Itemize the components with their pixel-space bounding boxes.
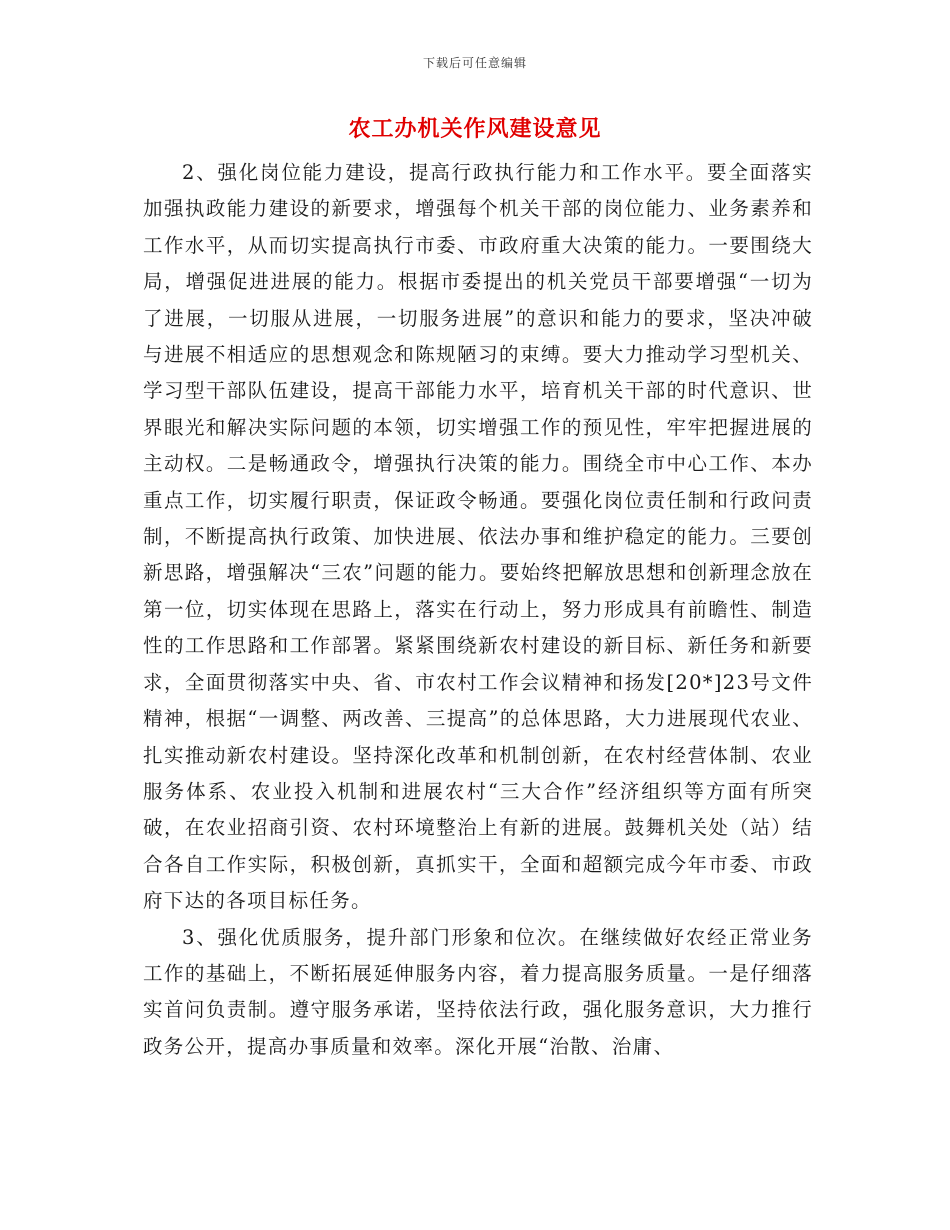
download-note: 下载后可任意编辑 — [422, 56, 527, 70]
document-body — [143, 155, 813, 1065]
paragraph: 2、强化岗位能力建设，提高行政执行能力和工作水平。要全面落实加强执政能力建设的新要求，增强每个机关干部的岗位能力、业务素养和工作水平，从而切实提高执行市委、市政府重大决策的能力。一要围绕大局，增强促进进展的能力。根据市委提出的机关党员干部要增强“一切为了进展，一切服从进展，一切服务进展”的意识和能力的要求，坚决冲破与进展不相适应的思想观念和陈规陋习的束缚。要大力推动学习型机关、学习型干部队伍建设，提高干部能力水平，培育机关干部的时代意识、世界眼光和解决实际问题的本领，切实增强工作的预见性，牢牢把握进展的主动权。二是畅通政令，增强执行决策的能力。围绕全市中心工作、本办重点工作，切实履行职责，保证政令畅通。要强化岗位责任制和行政问责制，不断提高执行政策、加快进展、依法办事和维护稳定的能力。三要创新思路，增强解决“三农”问题的能力。要始终把解放思想和创新理念放在第一位，切实体现在思路上，落实在行动上，努力形成具有前瞻性、制造性的工作思路和工作部署。紧紧围绕新农村建设的新目标、新任务和新要求，全面贯彻落实中央、省、市农村工作会议精神和扬发[20*]23号文件精神，根据“一调整、两改善、三提高”的总体思路，大力进展现代农业、扎实推动新农村建设。坚持深化改革和机制创新，在农村经营体制、农业服务体系、农业投入机制和进展农村“三大合作”经济组织等方面有所突破，在农业招商引资、农村环境整治上有新的进展。鼓舞机关处（站）结合各自工作实际，积极创新，真抓实干，全面和超额完成今年市委、市政府下达的各项目标任务。 — [143, 161, 813, 913]
document-title: 农工办机关作风建设意见 — [348, 116, 602, 142]
paragraph: 3、强化优质服务，提升部门形象和位次。在继续做好农经正常业务工作的基础上，不断拓展延伸服务内容，着力提高服务质量。一是仔细落实首问负责制。遵守服务承诺，坚持依法行政，强化服务意识，大力推行政务公开，提高办事质量和效率。深化开展“治散、治庸、 — [143, 925, 813, 1058]
